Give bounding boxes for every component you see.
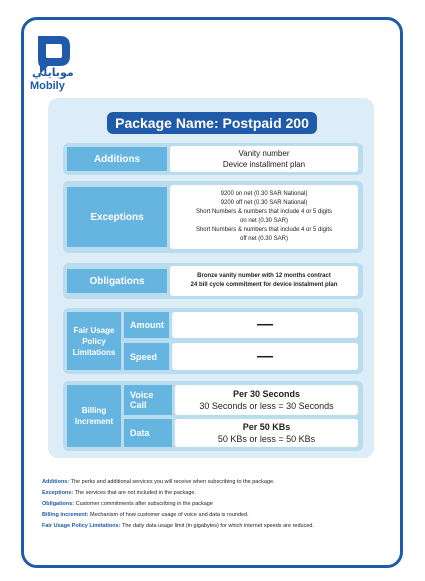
fup-amount-value [172,312,358,338]
billing-data-title: Per 50 KBs [242,422,291,432]
note-obligations: Obligations: Customer commitments after subscribing in the package [42,501,213,507]
billing-data-label: Data [124,419,172,447]
billing-voice-title: Per 30 Seconds [232,389,301,399]
billing-data-value [175,419,358,447]
billing-label: Billing Increment [67,385,121,447]
fup-speed-value [172,343,358,370]
exceptions-label: Exceptions [67,187,167,247]
billing-voice-value [175,385,358,415]
note-fup: Fair Usage Policy Limitations: The daily data usage limit (in gigabytes) for which internet speeds are reduced. [42,523,314,529]
obligations-label: Obligations [67,269,167,293]
billing-voice-detail: 30 Seconds or less = 30 Seconds [199,401,334,411]
exceptions-line: on net (0.30 SAR) [239,218,289,224]
additions-label: Additions [67,147,167,171]
additions-line: Device installment plan [222,160,306,169]
exceptions-line: Short Numbers & numbers that include 4 or 5 digits [195,227,333,233]
additions-line: Vanity number [238,149,290,158]
obligations-value [170,266,358,296]
exceptions-line: off net (0.30 SAR) [240,236,288,242]
billing-voice-label: Voice Call [124,385,172,415]
fup-amount-label: Amount [124,312,169,338]
note-billing: Billing increment: Mechanism of how customer usage of voice and data is rounded. [42,512,249,518]
logo-arabic-text: موبايلي [32,66,74,79]
exceptions-line: 9200 on net (0.30 SAR National) [220,191,308,197]
note-additions: Additions: The perks and additional services you will receive when subscribing to the package. [42,479,275,485]
exceptions-line: Short Numbers & numbers that include 4 or 5 digits [195,209,333,215]
definitions-notes [42,478,382,533]
fup-speed-label: Speed [124,343,169,370]
obligations-line: Bronze vanity number with 12 months contract [197,273,331,279]
obligations-line: 24 bill cycle commitment for device instalment plan [190,282,338,288]
additions-value [170,146,358,172]
fup-label: Fair Usage Policy Limitations [67,312,121,370]
package-title: Package Name: Postpaid 200 [107,112,317,134]
exceptions-line: 9200 off net (0.30 SAR National) [220,200,308,206]
fup-speed-text: — [257,347,273,365]
logo-english-text: Mobily [30,80,65,92]
billing-data-detail: 50 KBs or less = 50 KBs [217,434,316,444]
fup-amount-text: — [257,316,273,333]
exceptions-value [170,185,358,249]
note-exceptions: Exceptions: The services that are not included in the package. [42,490,196,496]
